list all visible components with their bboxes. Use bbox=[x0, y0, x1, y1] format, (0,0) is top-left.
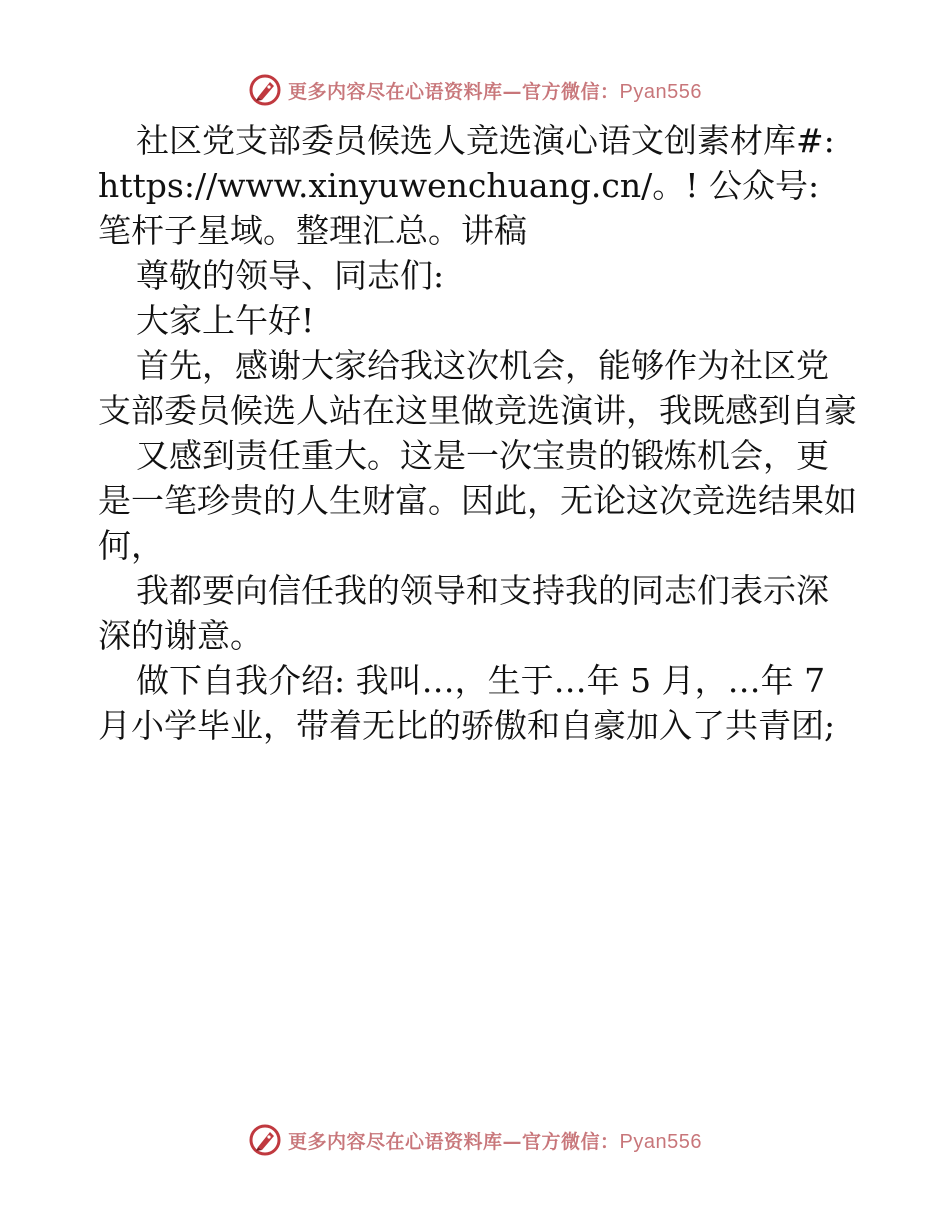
banner-text: 更多内容尽在心语资料库—官方微信：Pyan556 bbox=[288, 80, 702, 103]
paragraph-greeting: 大家上午好! bbox=[136, 301, 315, 340]
pen-nib-logo-icon bbox=[248, 1123, 282, 1157]
paragraph-salutation: 尊敬的领导、同志们: bbox=[136, 256, 445, 295]
banner-text: 更多内容尽在心语资料库—官方微信：Pyan556 bbox=[288, 1130, 702, 1153]
paragraph: 又感到责任重大。这是一次宝贵的锻炼机会，更是一笔珍贵的人生财富。因此，无论这次竞选结果如何， bbox=[98, 436, 857, 565]
footer-banner bbox=[0, 1120, 950, 1160]
header-banner bbox=[0, 70, 950, 110]
paragraph: 做下自我介绍: 我叫…，生于…年 5 月，…年 7 月小学毕业，带着无比的骄傲和自豪加入了共青团; bbox=[98, 661, 836, 745]
paragraph: 我都要向信任我的领导和支持我的同志们表示深深的谢意。 bbox=[98, 571, 829, 655]
paragraph: 首先，感谢大家给我这次机会，能够作为社区党支部委员候选人站在这里做竞选演讲，我既感到自豪 bbox=[98, 346, 857, 430]
pen-nib-logo-icon bbox=[248, 73, 282, 107]
document-body bbox=[98, 118, 858, 748]
paragraph-title: 社区党支部委员候选人竞选演心语文创素材库#: https://www.xinyuwenchuang.cn/。! 公众号: 笔杆子星域。整理汇总。讲稿 bbox=[98, 121, 846, 250]
